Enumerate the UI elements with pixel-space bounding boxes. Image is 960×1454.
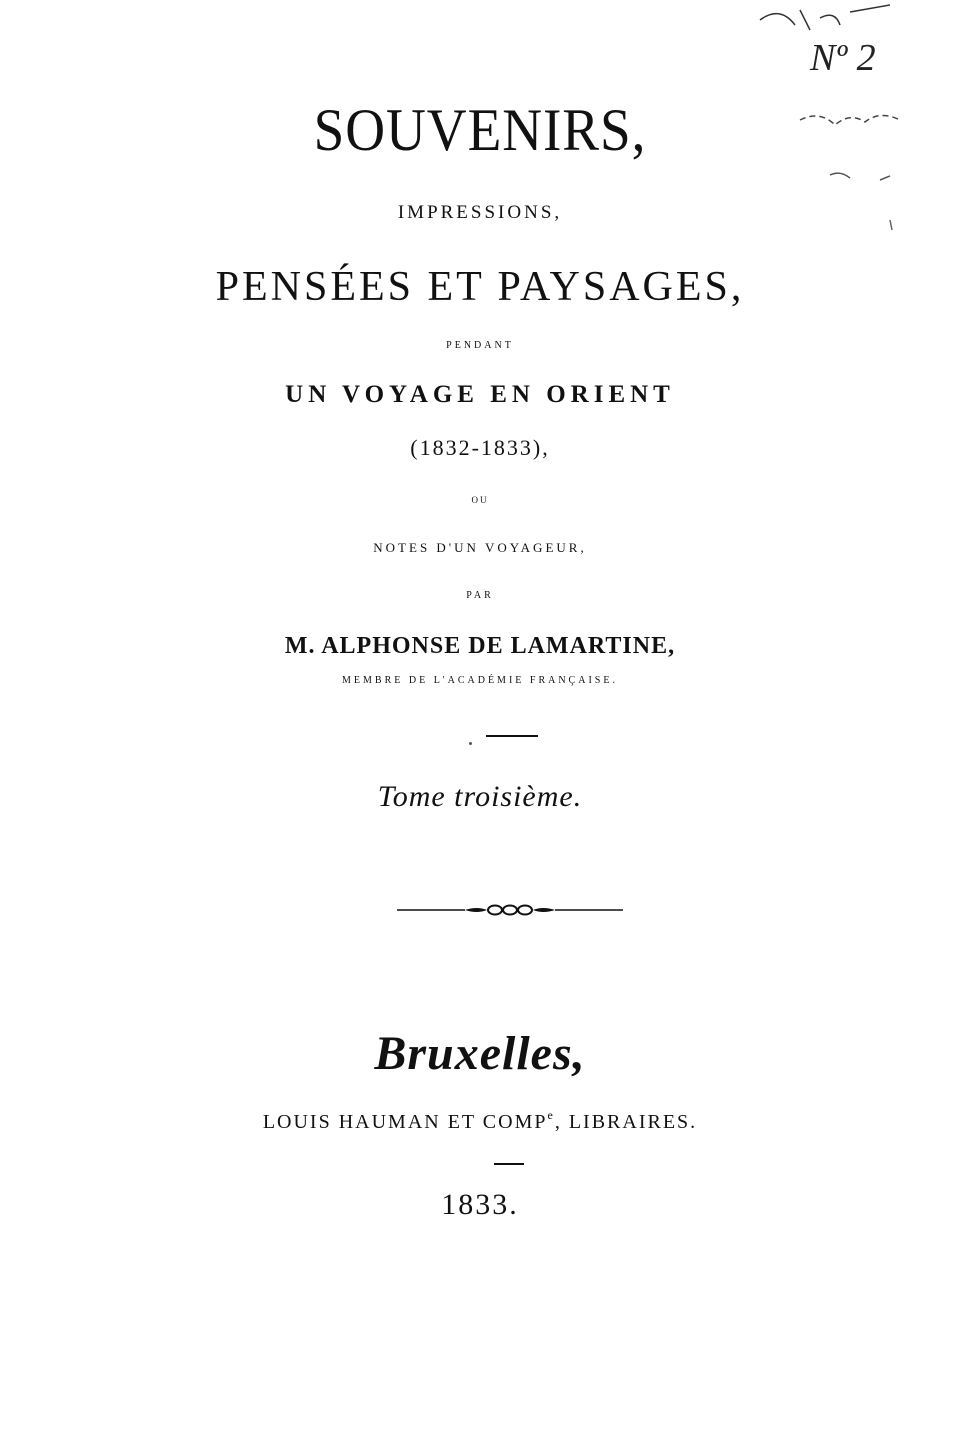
author-name: M. ALPHONSE DE LAMARTINE,: [284, 633, 676, 659]
separator-rule: [486, 735, 538, 737]
ornamental-rule: [395, 898, 625, 922]
publisher-name: LOUIS HAUMAN ET COMP: [262, 1111, 548, 1133]
ink-speck: [469, 742, 472, 745]
connector-ou: OU: [471, 495, 489, 505]
author-affiliation: MEMBRE DE L'ACADÉMIE FRANÇAISE.: [342, 675, 618, 686]
separator-rule-bottom: [494, 1163, 524, 1165]
subtitle-pensees: PENSÉES ET PAYSAGES,: [215, 264, 745, 310]
publication-city: Bruxelles,: [374, 1027, 586, 1080]
subtitle-notes: NOTES D'UN VOYAGEUR,: [373, 540, 587, 555]
handwritten-annotation: [740, 0, 940, 240]
publisher-line: [0, 1109, 960, 1132]
publisher-suffix: , LIBRAIRES.: [554, 1111, 698, 1133]
publisher-superscript: e: [547, 1108, 555, 1122]
publication-year: 1833.: [441, 1188, 519, 1221]
connector-pendant: PENDANT: [446, 340, 514, 351]
book-title: SOUVENIRS,: [313, 97, 647, 163]
volume-label: Tome troisième.: [377, 780, 583, 813]
connector-par: PAR: [466, 590, 494, 601]
subtitle-impressions: IMPRESSIONS,: [397, 202, 563, 223]
annotation-number: Nº 2: [810, 37, 876, 79]
voyage-years: (1832-1833),: [410, 435, 550, 460]
subtitle-voyage: UN VOYAGE EN ORIENT: [285, 381, 675, 408]
